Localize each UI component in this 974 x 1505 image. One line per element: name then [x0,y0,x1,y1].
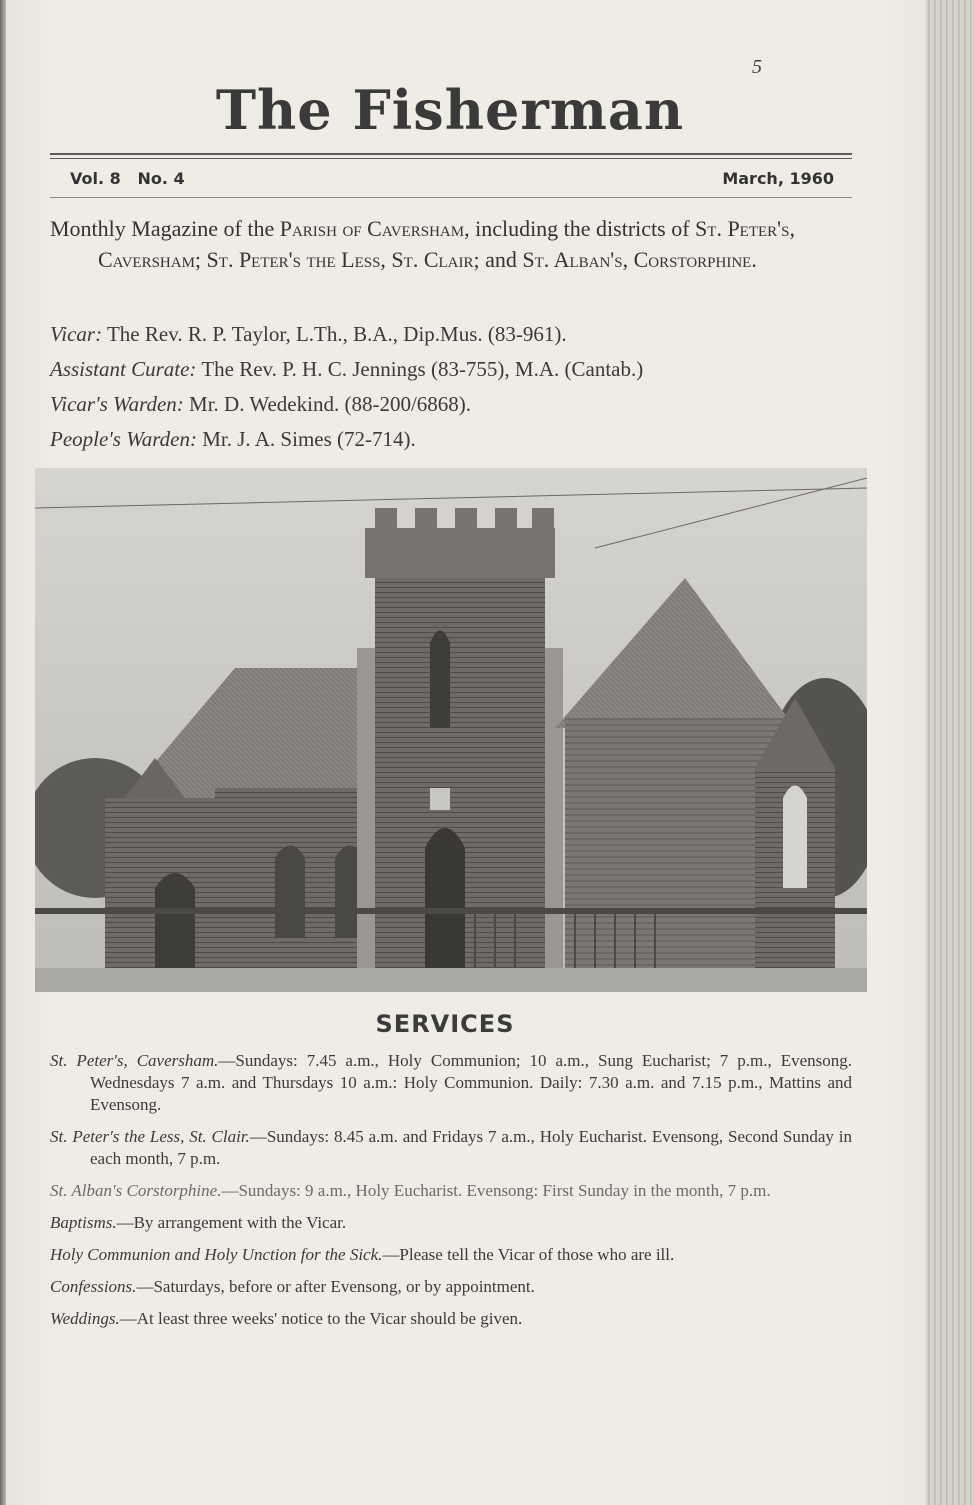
church-photo [35,468,867,992]
officer-role: Vicar: [50,322,103,346]
parish-officers [50,317,858,457]
service-entry [50,1244,852,1266]
service-entry [50,1276,852,1298]
intro-mid: , including the districts of [464,216,696,241]
service-title: Confessions. [50,1277,137,1296]
officer-details: Mr. J. A. Simes (72-714). [202,427,416,451]
service-title: St. Peter's the Less, St. Clair. [50,1127,250,1146]
service-text: —Sundays: 7.45 a.m., Holy Communion; 10 a.m., Sung Eucharist; 7 p.m., Evensong. Wednesdays 7 a.m. and Thursdays 10 a.m.: Holy Communion. Daily: 7.30 a.m. and 7.15 p.m., Mattins and Evensong. [90,1051,852,1114]
book-spine [0,0,6,1505]
service-title: St. Alban's Corstorphine. [50,1181,222,1200]
service-title: Baptisms. [50,1213,117,1232]
officer-vicars-warden [50,387,858,422]
parish-name: Parish of Caversham [279,216,465,241]
masthead-title: The Fisherman [215,78,685,142]
officer-details: Mr. D. Wedekind. (88-200/6868). [189,392,472,416]
officer-details: The Rev. R. P. Taylor, L.Th., B.A., Dip.Mus. (83-961). [106,322,567,346]
officer-details: The Rev. P. H. C. Jennings (83-755), M.A. (Cantab.) [201,357,644,381]
officer-role: Assistant Curate: [50,357,197,381]
service-text: —Sundays: 9 a.m., Holy Eucharist. Evensong: First Sunday in the month, 7 p.m. [221,1181,771,1200]
service-text: —Sundays: 8.45 a.m. and Fridays 7 a.m., Holy Eucharist. Evensong, Second Sunday in each month, 7 p.m. [90,1127,853,1168]
issue-rule-bottom [50,197,852,198]
page-edges [926,0,974,1505]
officer-role: Vicar's Warden: [50,392,184,416]
intro-prefix: Monthly Magazine of the [50,216,280,241]
masthead-rule-top [50,153,852,155]
officer-peoples-warden [50,422,858,457]
services-heading: SERVICES [375,1010,515,1038]
district-st-peters: St. Peter's, Caversham [98,216,795,272]
masthead-rule-thin [50,158,852,159]
intro-paragraph [50,213,858,275]
intro-separator: ; [194,247,207,272]
district-st-albans: St. Alban's, Corstorphine [522,247,752,272]
officer-assistant-curate [50,352,858,387]
officer-vicar [50,317,858,352]
service-entry [50,1212,852,1234]
services-list [50,1050,852,1340]
intro-separator: ; and [473,247,523,272]
officer-role: People's Warden: [50,427,197,451]
service-entry [50,1180,852,1202]
service-text: —Please tell the Vicar of those who are ill. [382,1245,675,1264]
service-title: Weddings. [50,1309,120,1328]
issue-date: March, 1960 [722,169,834,188]
service-entry [50,1308,852,1330]
service-entry [50,1050,852,1116]
intro-suffix: . [751,247,757,272]
service-title: St. Peter's, Caversham. [50,1051,219,1070]
service-title: Holy Communion and Holy Unction for the Sick. [50,1245,383,1264]
service-text: —By arrangement with the Vicar. [116,1213,347,1232]
volume-number: Vol. 8 No. 4 [70,169,185,188]
district-st-peters-less: St. Peter's the Less, St. Clair [206,247,474,272]
service-text: —Saturdays, before or after Evensong, or by appointment. [136,1277,535,1296]
page-number: 5 [752,56,762,78]
service-entry [50,1126,852,1170]
service-text: —At least three weeks' notice to the Vicar should be given. [119,1309,523,1328]
